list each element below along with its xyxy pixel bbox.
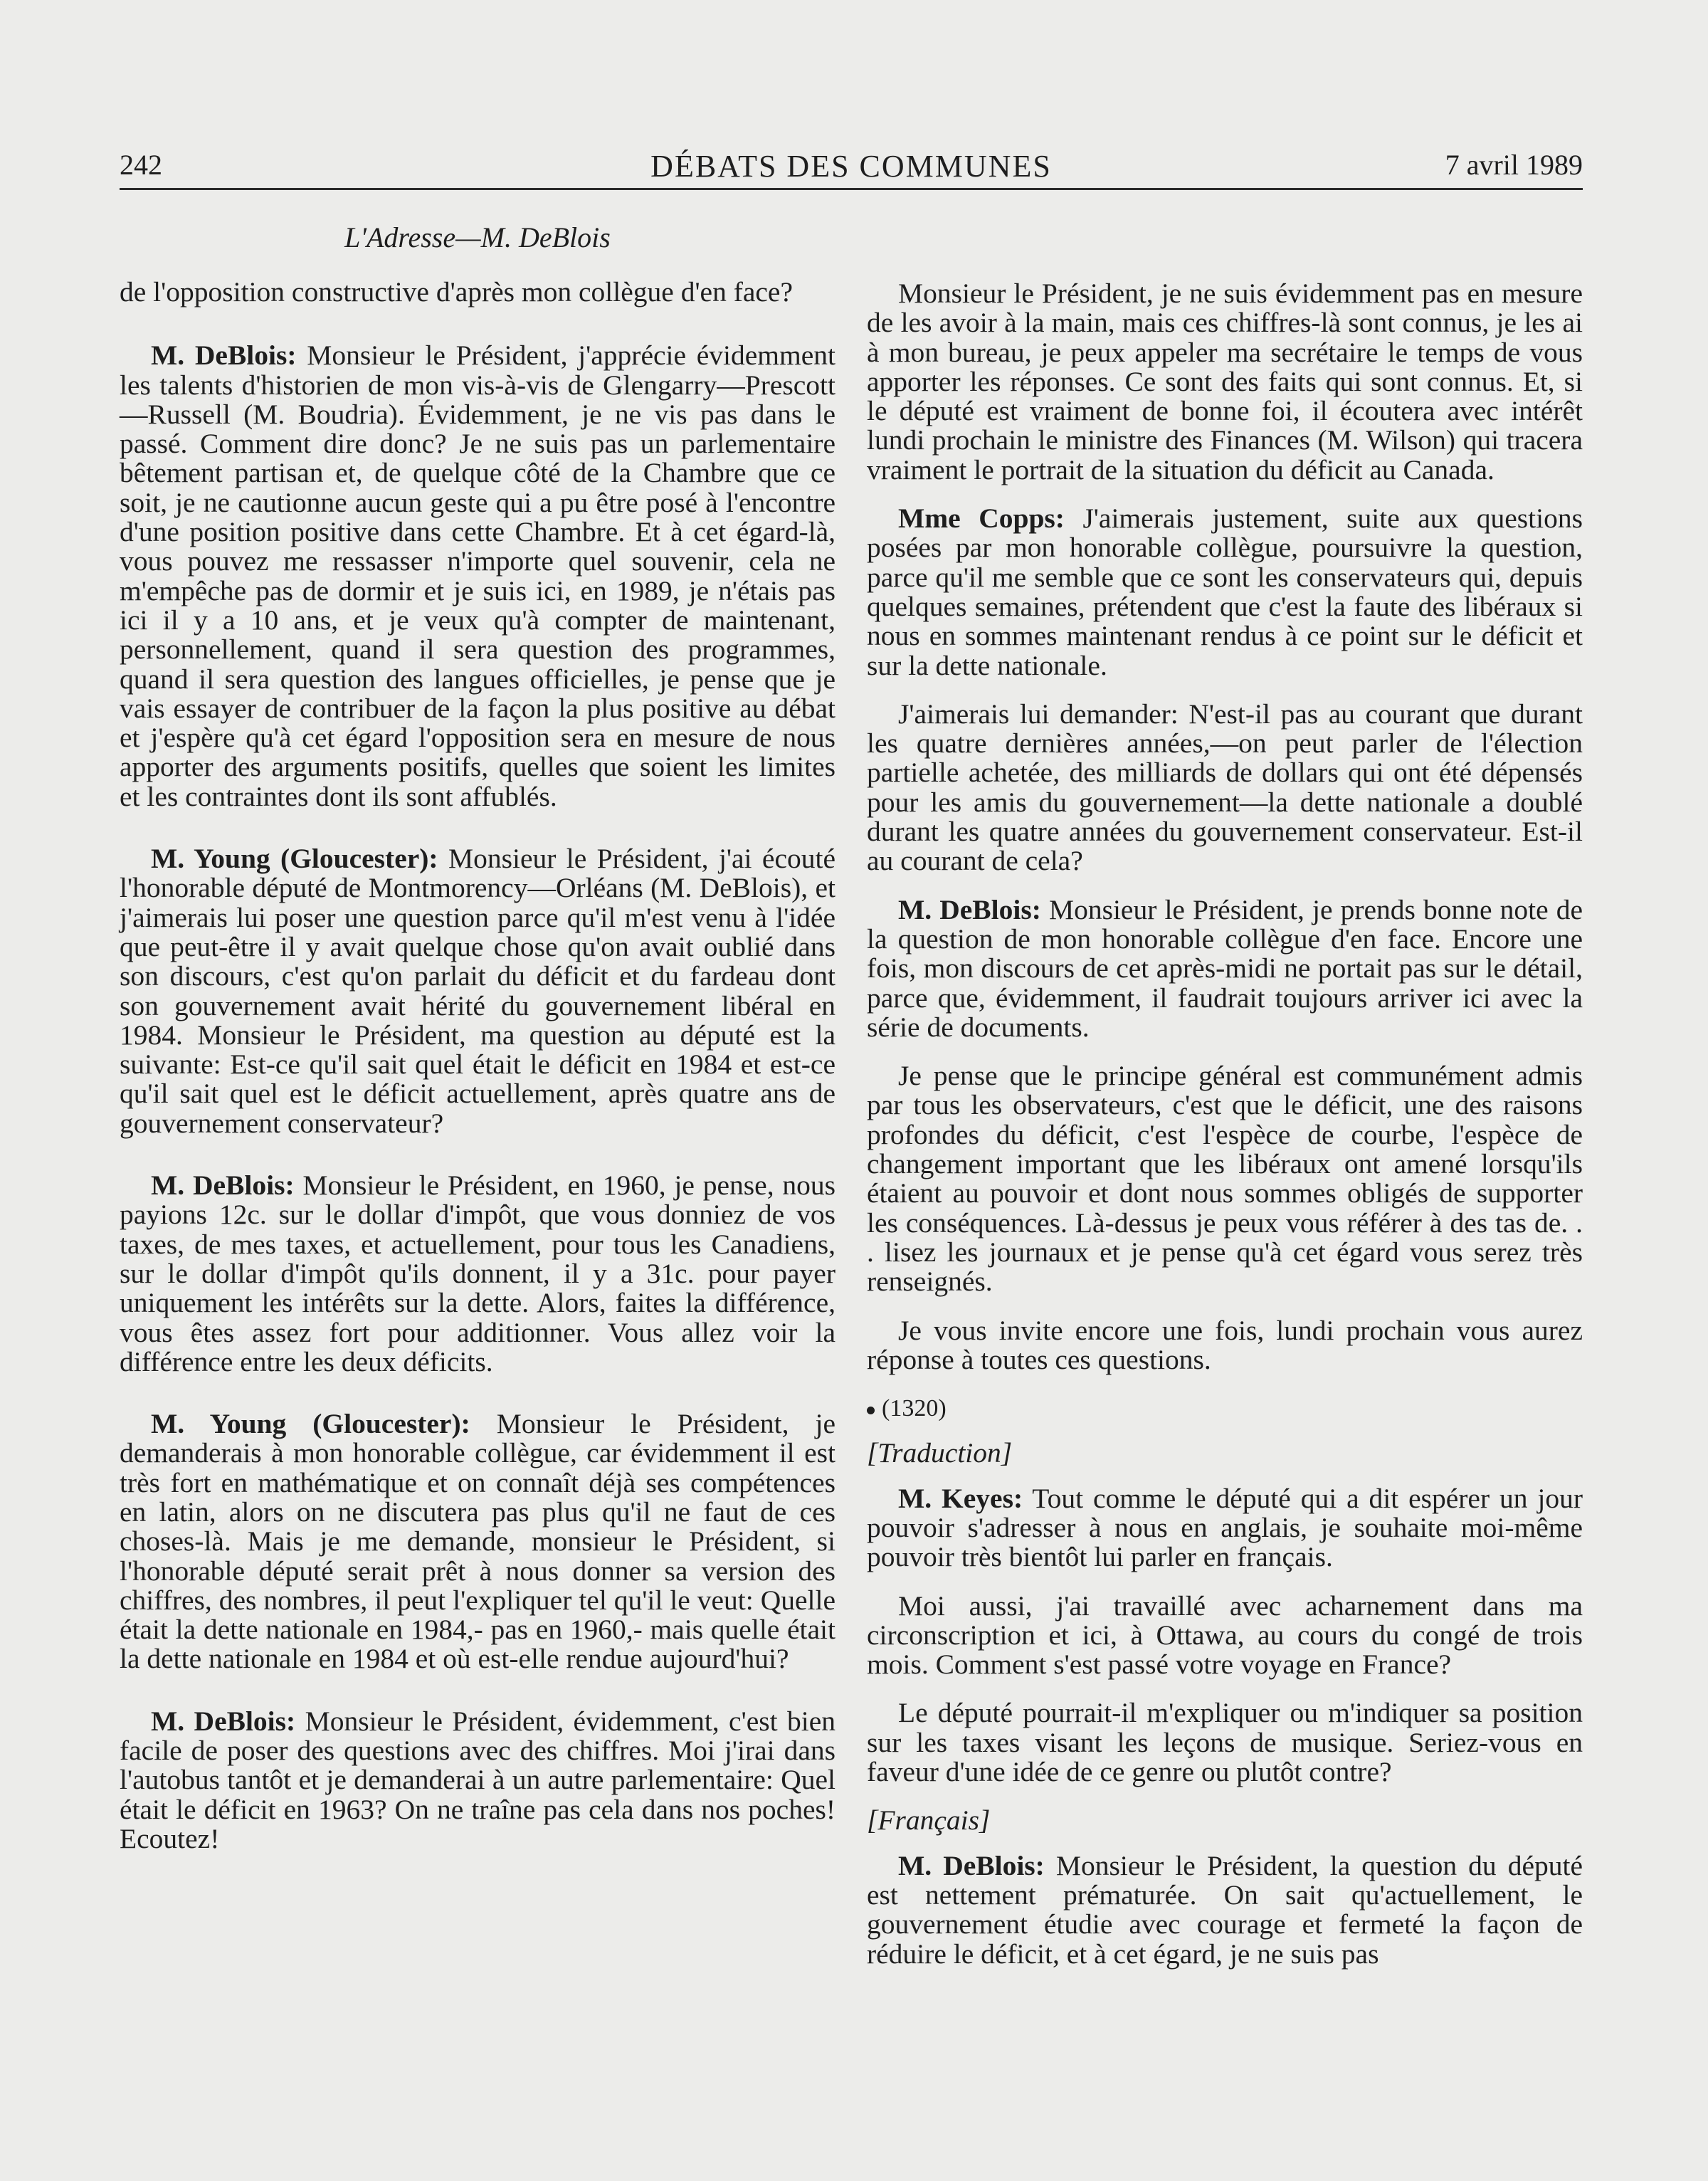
page-number: 242 bbox=[120, 149, 162, 181]
paragraph: Je pense que le principe général est communément admis par tous les observateurs, c'est que le déficit, une des raisons profondes du déficit, c'est l'espèce de courbe, l'espèce de changement important que les libéraux ont amené lorsqu'ils étaient au pouvoir et dont nous sommes obligés de supporter les conséquences. Là-dessus je peux vous référer à des tas de. . . lisez les journaux et je pense qu'à cet égard vous serez très renseignés. bbox=[867, 1060, 1583, 1298]
right-column bbox=[867, 279, 1583, 1988]
paragraph bbox=[867, 1851, 1583, 1969]
speech-text: Tout comme le député qui a dit espérer un jour pouvoir s'adresser à nous en anglais, je souhaite moi-même pouvoir très bientôt lui parler en français. bbox=[867, 1482, 1583, 1573]
paragraph: J'aimerais lui demander: N'est-il pas au courant que durant les quatre dernières années,—on peut parler de l'élection partielle achetée, des milliards de dollars qui ont été dépensés pour les amis du gouvernement—la dette nationale a doublé durant les quatre années du gouvernement conservateur. Est-il au courant de cela? bbox=[867, 698, 1583, 877]
paragraph bbox=[120, 1409, 835, 1674]
bullet-icon bbox=[867, 1407, 875, 1414]
speech-text: Monsieur le Président, en 1960, je pense, nous payions 12c. sur le dollar d'impôt, que vous donniez de vos taxes, de mes taxes, et actuellement, pour tous les Canadiens, sur le dollar d'impôt qu'ils donnent, il y a 31c. pour payer uniquement les intérêts sur la dette. Alors, faites la différence, vous êtes assez fort pour additionner. Vous allez voir la différence entre les deux déficits. bbox=[120, 1170, 835, 1377]
paragraph: de l'opposition constructive d'après mon collègue d'en face? bbox=[120, 276, 793, 308]
speech-text: J'aimerais justement, suite aux questions posées par mon honorable collègue, poursuivre la question, parce qu'il me semble que ce sont les conservateurs qui, depuis quelques semaines, prétendent que c'est la faute des libéraux si nous en sommes maintenant rendus à ce point sur le déficit et sur la dette nationale. bbox=[867, 503, 1583, 681]
paragraph bbox=[120, 1171, 835, 1377]
speaker-name: M. DeBlois: bbox=[898, 893, 1041, 925]
paragraph: Le député pourrait-il m'expliquer ou m'indiquer sa position sur les taxes visant les leçons de musique. Seriez-vous en faveur d'une idée de ce genre ou plutôt contre? bbox=[867, 1697, 1583, 1788]
running-head: L'Adresse—M. DeBlois bbox=[344, 221, 611, 253]
issue-date: 7 avril 1989 bbox=[1445, 149, 1583, 181]
speech-text: Monsieur le Président, la question du député est nettement prématurée. On sait qu'actuellement, le gouvernement étudie avec courage et fermeté la façon de réduire le déficit, et à cet égard, je ne suis pas bbox=[867, 1849, 1583, 1970]
language-marker: [Français] bbox=[867, 1804, 991, 1836]
paragraph bbox=[867, 1484, 1583, 1572]
speaker-name: M. Keyes: bbox=[898, 1482, 1023, 1514]
publication-title: DÉBATS DES COMMUNES bbox=[650, 149, 1052, 184]
language-marker: [Traduction] bbox=[867, 1437, 1013, 1469]
speaker-name: M. Young (Gloucester): bbox=[151, 843, 438, 875]
speaker-name: M. Young (Gloucester): bbox=[151, 1408, 470, 1440]
speaker-name: M. DeBlois: bbox=[151, 1170, 295, 1202]
left-column bbox=[120, 278, 835, 1873]
speech-text: Monsieur le Président, je demanderais à mon honorable collègue, car évidemment il est très fort en mathématique et on connaît déjà ses compétences en latin, alors on ne discutera pas plus qu'il ne faut de ces choses-là. Mais je me demande, monsieur le Président, si l'honorable député serait prêt à nous donner sa version des chiffres, des nombres, il peut l'expliquer tel qu'il le veut: Quelle était la dette nationale en 1984,- pas en 1960,- mais quelle était la dette nationale en 1984 et où est-elle rendue aujourd'hui? bbox=[120, 1408, 835, 1675]
speech-text: Monsieur le Président, j'apprécie évidemment les talents d'historien de mon vis-à-vis de Glengarry—Prescott—Russell (M. Boudria). Évidemment, je ne vis pas dans le passé. Comment dire donc? Je ne suis pas un parlementaire bêtement partisan et, de quelque côté de la Chambre que ce soit, je ne cautionne aucun geste qui a pu être posé à l'encontre d'une position positive dans cette Chambre. Et à cet égard-là, vous pouvez me ressasser n'importe quel souvenir, cela ne m'empêche pas de dormir et je suis ici, en 1989, je n'étais pas ici il y a 10 ans, et je veux qu'à compter de maintenant, personnellement, quand il sera question des programmes, quand il sera question des langues officielles, je pense que je vais essayer de contribuer de la façon la plus positive au débat et j'espère qu'à cet égard l'opposition sera en mesure de nous apporter des arguments positifs, quelles que soient les limites et les contraintes dont ils sont affublés. bbox=[120, 340, 835, 812]
paragraph: Je vous invite encore une fois, lundi prochain vous aurez réponse à toutes ces questions. bbox=[867, 1314, 1583, 1375]
paragraph bbox=[867, 504, 1583, 680]
page-header bbox=[120, 142, 1583, 190]
paragraph bbox=[120, 844, 835, 1138]
speech-text: Monsieur le Président, j'ai écouté l'honorable député de Montmorency—Orléans (M. DeBlois), et j'aimerais lui poser une question parce qu'il m'est venu à l'idée que peut-être il y avait quelque chose qu'on avait oublié dans son discours, c'est qu'on parlait du déficit et du fardeau dont son gouvernement avait hérité du gouvernement libéral en 1984. Monsieur le Président, ma question au député est la suivante: Est-ce qu'il sait quel était le déficit en 1984 et est-ce qu'il sait quel est le déficit actuellement, après quatre ans de gouvernement conservateur? bbox=[120, 843, 835, 1139]
paragraph bbox=[867, 895, 1583, 1042]
speaker-name: M. DeBlois: bbox=[898, 1849, 1045, 1881]
paragraph: Monsieur le Président, je ne suis évidemment pas en mesure de les avoir à la main, mais ces chiffres-là sont connus, je les ai à mon bureau, je peux appeler ma secrétaire le temps de vous apporter les réponses. Ce sont des faits qui sont connus. Et, si le député est vraiment de bonne foi, il écoutera avec intérêt lundi prochain le ministre des Finances (M. Wilson) qui tracera vraiment le portrait de la situation du déficit au Canada. bbox=[867, 278, 1583, 485]
timestamp bbox=[867, 1394, 1583, 1423]
paragraph bbox=[120, 341, 835, 811]
paragraph: Moi aussi, j'ai travaillé avec acharnement dans ma circonscription et ici, à Ottawa, au cours du congé de trois mois. Comment s'est passé votre voyage en France? bbox=[867, 1589, 1583, 1681]
speaker-name: M. DeBlois: bbox=[151, 340, 297, 372]
timestamp-text: (1320) bbox=[882, 1395, 947, 1422]
paragraph bbox=[120, 1707, 835, 1854]
speech-text: Monsieur le Président, évidemment, c'est bien facile de poser des questions avec des chiffres. Moi j'irai dans l'autobus tantôt et je demanderai à un autre parlementaire: Quel était le déficit en 1963? On ne traîne pas cela dans nos poches! Ecoutez! bbox=[120, 1705, 835, 1854]
speech-text: Monsieur le Président, je prends bonne note de la question de mon honorable collègue d'en face. Encore une fois, mon discours de cet après-midi ne portait pas sur le détail, parce que, évidemment, il faudrait toujours arriver ici avec la série de documents. bbox=[867, 893, 1583, 1043]
speaker-name: M. DeBlois: bbox=[151, 1705, 296, 1737]
speaker-name: Mme Copps: bbox=[898, 503, 1065, 535]
